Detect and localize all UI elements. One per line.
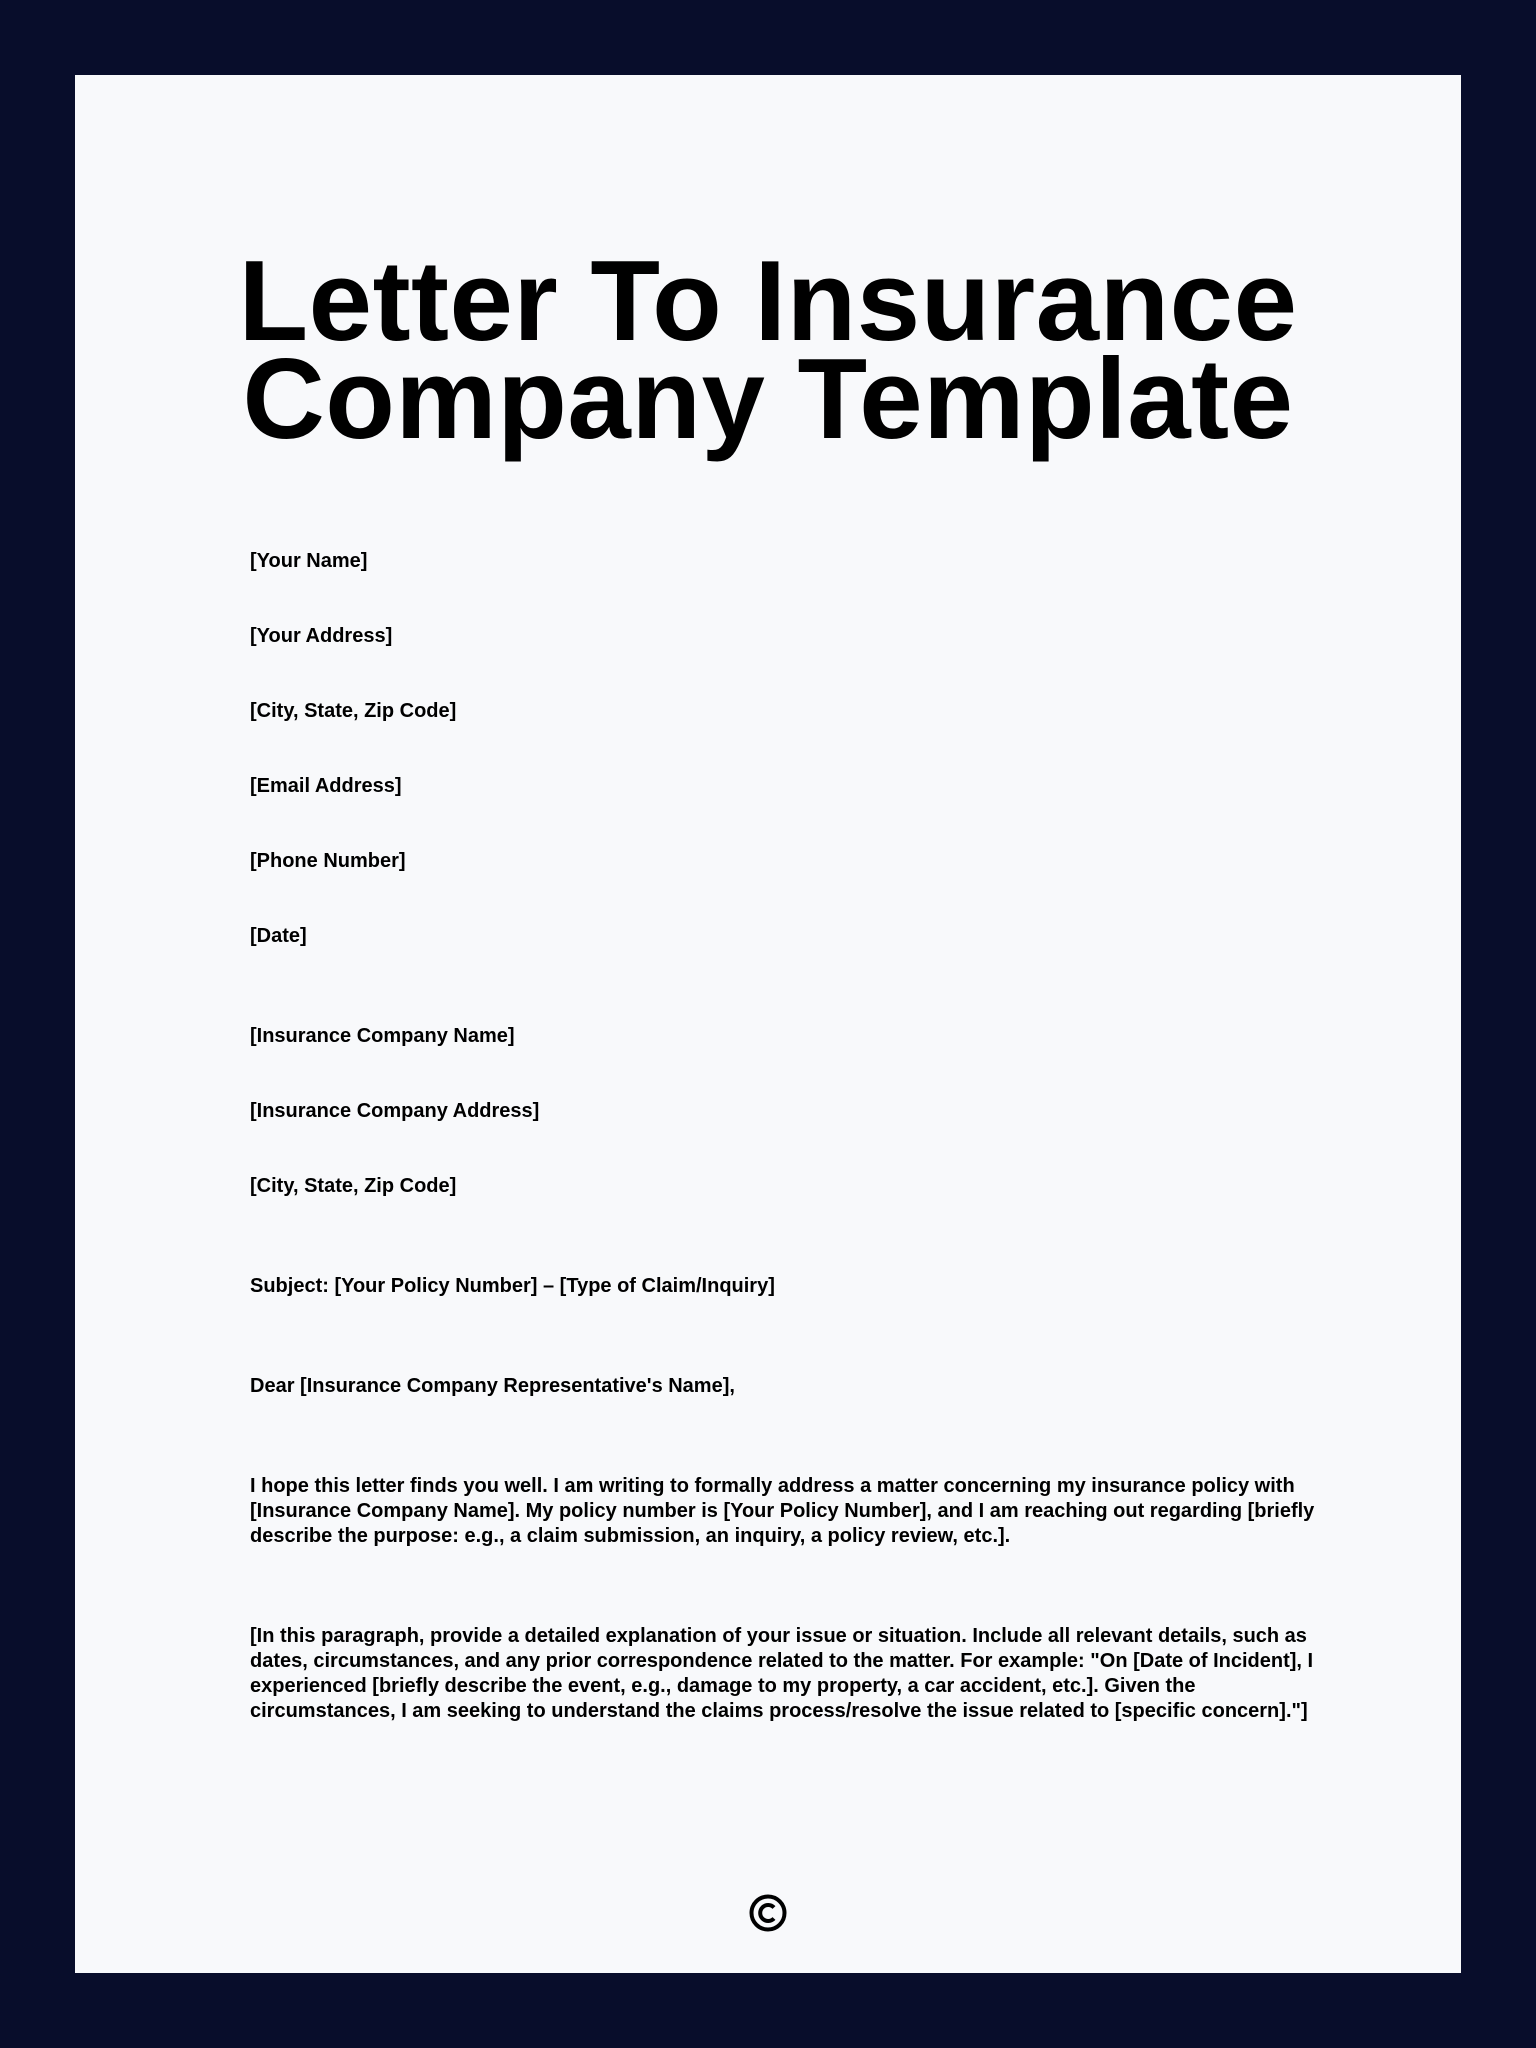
document-title <box>75 238 1461 463</box>
title-line-2: Company Template <box>242 336 1294 463</box>
copyright-icon <box>748 1893 788 1933</box>
recipient-city-state-zip: [City, State, Zip Code] <box>250 1175 457 1197</box>
sender-city-state-zip: [City, State, Zip Code] <box>250 700 457 722</box>
title-line-1: Letter To Insurance <box>238 238 1298 365</box>
letter-page <box>75 75 1461 1973</box>
body-paragraph-1: I hope this letter finds you well. I am writing to formally address a matter concerning my insurance policy with [Insurance Company Name]. My policy number is [Your Policy Number], and I am reaching out regarding [briefly describe the purpose: e.g., a claim submission, an inquiry, a policy review, etc.]. <box>250 1475 1315 1547</box>
body-paragraph-2: [In this paragraph, provide a detailed explanation of your issue or situation. Include all relevant details, such as dates, circumstances, and any prior correspondence related to the matter. For example: "On [Date of Incident], I experienced [briefly describe the event, e.g., damage to my property, a car accident, etc.]. Given the circumstances, I am seeking to understand the claims process/resolve the issue related to [specific concern]."] <box>250 1625 1314 1722</box>
copyright-mark <box>75 1893 1461 1933</box>
salutation: Dear [Insurance Company Representative's Name], <box>250 1375 735 1397</box>
letter-date: [Date] <box>250 925 307 947</box>
subject-line: Subject: [Your Policy Number] – [Type of Claim/Inquiry] <box>250 1275 775 1297</box>
sender-phone: [Phone Number] <box>250 850 406 872</box>
sender-email: [Email Address] <box>250 775 402 797</box>
sender-address: [Your Address] <box>250 625 393 647</box>
sender-name: [Your Name] <box>250 550 368 572</box>
recipient-company-name: [Insurance Company Name] <box>250 1025 515 1047</box>
recipient-company-address: [Insurance Company Address] <box>250 1100 540 1122</box>
